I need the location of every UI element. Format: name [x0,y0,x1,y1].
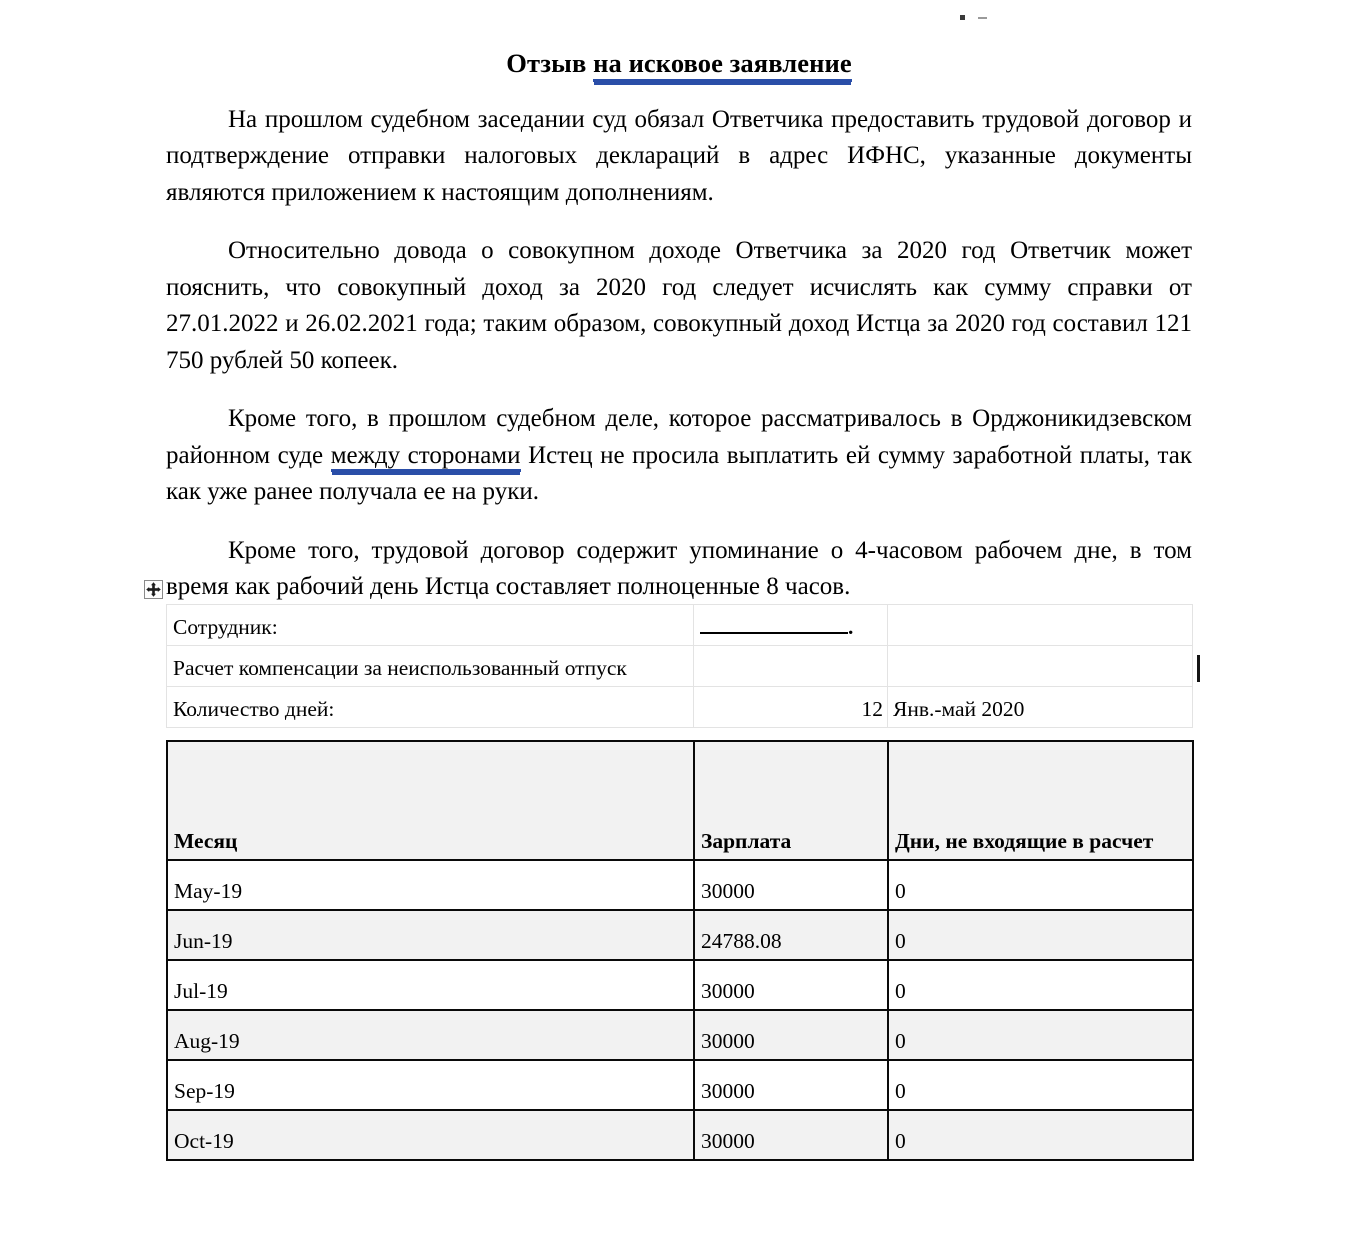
cell-month: May-19 [167,860,694,910]
info-label-employee: Сотрудник: [167,605,694,646]
cell-excluded-days: 0 [888,860,1193,910]
table-row[interactable] [167,1060,1193,1110]
table-row[interactable] [167,860,1193,910]
cell-month: Jul-19 [167,960,694,1010]
info-label-calculation: Расчет компенсации за неиспользованный отпуск [167,646,694,687]
info-label-days: Количество дней: [167,687,694,728]
cell-excluded-days: 0 [888,960,1193,1010]
info-days-period: Янв.-май 2020 [888,687,1193,728]
paragraph-3-before: Кроме того, в прошлом судебном деле, которое рассматривалось в Орджоникидзевском районном суде [166,405,1192,469]
cell-salary: 24788.08 [694,910,888,960]
table-row[interactable] [167,687,1193,728]
page-title [166,48,1192,80]
table-row[interactable] [167,1010,1193,1060]
table-move-handle[interactable] [144,580,163,599]
cell-salary: 30000 [694,1060,888,1110]
info-employee-extra[interactable] [888,605,1193,646]
document-body [166,48,1192,606]
salary-table-header-row [167,741,1193,860]
page-title-underlined: на исковое заявление [593,48,852,82]
move-cross-icon [145,581,162,598]
paragraph-4: Кроме того, трудовой договор содержит упоминание о 4-часовом рабочем дне, в том время как рабочий день Истца составляет полноценные 8 часов. [166,536,1192,601]
top-clipped-artifact-dash [978,17,987,19]
cell-month: Oct-19 [167,1110,694,1160]
top-clipped-artifact-mark [960,15,965,20]
page-title-plain: Отзыв [506,48,594,78]
table-row[interactable] [167,605,1193,646]
cell-salary: 30000 [694,960,888,1010]
cell-excluded-days: 0 [888,910,1193,960]
signature-rule [700,619,848,634]
column-header-excluded-days: Дни, не входящие в расчет [888,741,1193,860]
cell-month: Sep-19 [167,1060,694,1110]
paragraph-3-after: Истец не просила выплатить ей сумму заработной платы, так как уже ранее получала ее на руки. [166,441,1192,506]
table-row[interactable] [167,910,1193,960]
cell-excluded-days: 0 [888,1060,1193,1110]
info-calculation-right[interactable] [888,646,1193,687]
salary-table [166,740,1194,1161]
text-caret [1197,655,1200,682]
cell-excluded-days: 0 [888,1110,1193,1160]
cell-salary: 30000 [694,860,888,910]
table-row[interactable] [167,1110,1193,1160]
cell-month: Jun-19 [167,910,694,960]
paragraph-1: На прошлом судебном заседании суд обязал Ответчика предоставить трудовой договор и подтверждение отправки налоговых деклараций в адрес ИФНС, указанные документы являются приложением к настоящим дополнениям. [166,105,1192,206]
info-signature-cell[interactable] [694,605,888,646]
paragraph-3 [166,401,1192,511]
employee-info-table [166,604,1193,728]
signature-dot: . [848,615,854,639]
cell-month: Aug-19 [167,1010,694,1060]
cell-salary: 30000 [694,1110,888,1160]
paragraph-2: Относительно довода о совокупном доходе Ответчика за 2020 год Ответчик может пояснить, что совокупный доход за 2020 год следует исчислять как сумму справки от 27.01.2022 и 26.02.2021 года; таким образом, совокупный доход Истца за 2020 год составил 121 750 рублей 50 копеек. [166,237,1192,374]
column-header-month: Месяц [167,741,694,860]
info-days-count: 12 [694,687,888,728]
inline-link-between-parties[interactable]: между сторонами [331,442,521,472]
info-calculation-mid[interactable] [694,646,888,687]
cell-excluded-days: 0 [888,1010,1193,1060]
column-header-salary: Зарплата [694,741,888,860]
cell-salary: 30000 [694,1010,888,1060]
table-row[interactable] [167,646,1193,687]
table-row[interactable] [167,960,1193,1010]
